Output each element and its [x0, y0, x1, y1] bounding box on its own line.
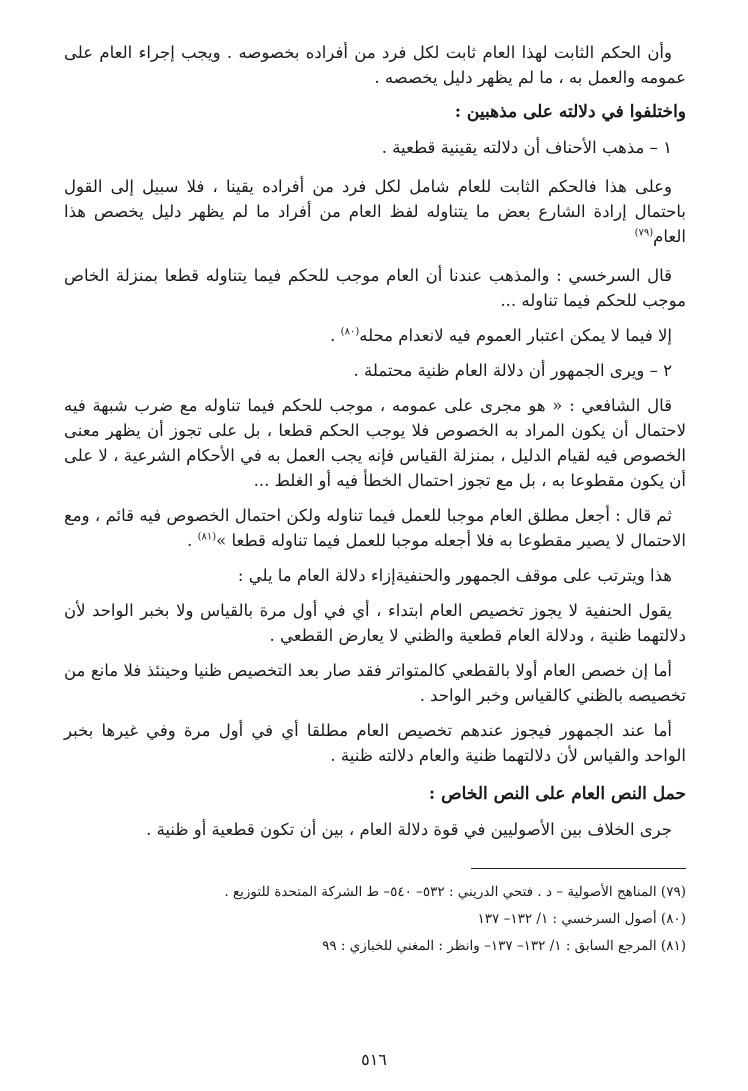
paragraph-end: .	[330, 326, 341, 345]
paragraph-majority-view: ٢ – ويرى الجمهور أن دلالة العام ظنية محتملة .	[353, 361, 672, 380]
footnote-ref-80: (٨٠)	[340, 326, 360, 338]
paragraph-hanafi-specification: يقول الحنفية لا يجوز تخصيص العام ابتداء ، أي في أول مرة بالقياس ولا بخبر الواحد لأن دلالتهما ظنية ، ودلالة العام قطعية والظني لا يعارض القطعي .	[64, 601, 686, 645]
footnote-ref-79: (٧٩)	[634, 227, 654, 239]
paragraph-majority-specification: أما عند الجمهور فيجوز عندهم تخصيص العام مطلقا أي في أول مرة وفي غيرها بخبر الواحد والقياس لأن دلالتهما ظنية والعام دلالته ظنية .	[64, 721, 686, 765]
paragraph-text: إلا فيما لا يمكن اعتبار العموم فيه لانعدام محله	[359, 326, 672, 345]
footnote-81: (٨١) المرجع السابق : ١/ ١٣٢– ١٣٧– وانظر : المغني للخبازي : ٩٩	[322, 938, 686, 954]
paragraph-after-specification: أما إن خصص العام أولا بالقطعي كالمتواتر فقد صار بعد التخصيص ظنيا وحينئذ فلا مانع من تخصيصه بالظني كالقياس وخبر الواحد .	[64, 661, 686, 705]
paragraph-end: .	[187, 531, 198, 550]
footnote-80: (٨٠) أصول السرخسي : ١/ ١٣٢– ١٣٧	[477, 911, 686, 927]
paragraph-hanafi-view: ١ – مذهب الأحناف أن دلالته يقينية قطعية .	[381, 138, 672, 157]
paragraph-text: وعلى هذا فالحكم الثابت للعام شامل لكل فرد من أفراده يقينا ، فلا سبيل إلى القول باحتمال إرادة الشارع بعض ما يتناوله لفظ العام من أفراد ما لم يظهر دليل يخصص هذا العام	[64, 177, 686, 246]
paragraph-hanafi-explanation	[64, 174, 686, 249]
page-number: ٥١٦	[361, 1050, 387, 1069]
paragraph-text: ثم قال : أجعل مطلق العام موجبا للعمل فيما تناوله ولكن احتمال الخصوص فيه قائم ، ومع الاحتمال لا يصير مقطوعا به فلا أجعله موجبا للعمل فيما تناوله قطعا »	[64, 506, 686, 550]
heading-two-schools: واختلفوا في دلالته على مذهبين :	[454, 102, 686, 122]
footnote-divider	[471, 868, 686, 869]
paragraph-sarakhsi-quote: قال السرخسي : والمذهب عندنا أن العام موجب للحكم فيما يتناوله قطعا بمنزلة الخاص موجب للحكم فيما تناوله ...	[64, 266, 686, 310]
paragraph-consequences-intro: هذا ويترتب على موقف الجمهور والحنفيةإزاء دلالة العام ما يلي :	[237, 566, 672, 585]
paragraph-general-rule: وأن الحكم الثابت لهذا العام ثابت لكل فرد من أفراده بخصوصه . ويجب إجراء العام على عمومه والعمل به ، ما لم يظهر دليل يخصصه .	[64, 43, 686, 87]
footnote-ref-81: (٨١)	[197, 531, 217, 543]
paragraph-shafii-continued	[64, 503, 686, 553]
paragraph-shafii-quote: قال الشافعي : « هو مجرى على عمومه ، موجب للحكم فيما تناوله مع ضرب شبهة فيه لاحتمال أن يكون المراد به الخصوص فلا يوجب الحكم قطعا ، بل على تجوز أن يظهر معنى الخصوص فيه لقيام الدليل ، بمنزلة القياس فإنه يجب العمل به في الأحكام الشرعية ، لا على أن يكون مقطوعا به ، بل مع تجوز احتمال الخطأ فيه أو الغلط ...	[64, 396, 686, 490]
footnote-79: (٧٩) المناهج الأصولية – د . فتحي الدريني : ٥٣٢– ٥٤٠– ط الشركة المتحدة للتوزيع .	[224, 884, 686, 900]
paragraph-sarakhsi-exception	[64, 323, 686, 348]
paragraph-dispute: جرى الخلاف بين الأصوليين في قوة دلالة العام ، بين أن تكون قطعية أو ظنية .	[146, 820, 672, 839]
heading-general-on-specific: حمل النص العام على النص الخاص :	[428, 784, 686, 804]
